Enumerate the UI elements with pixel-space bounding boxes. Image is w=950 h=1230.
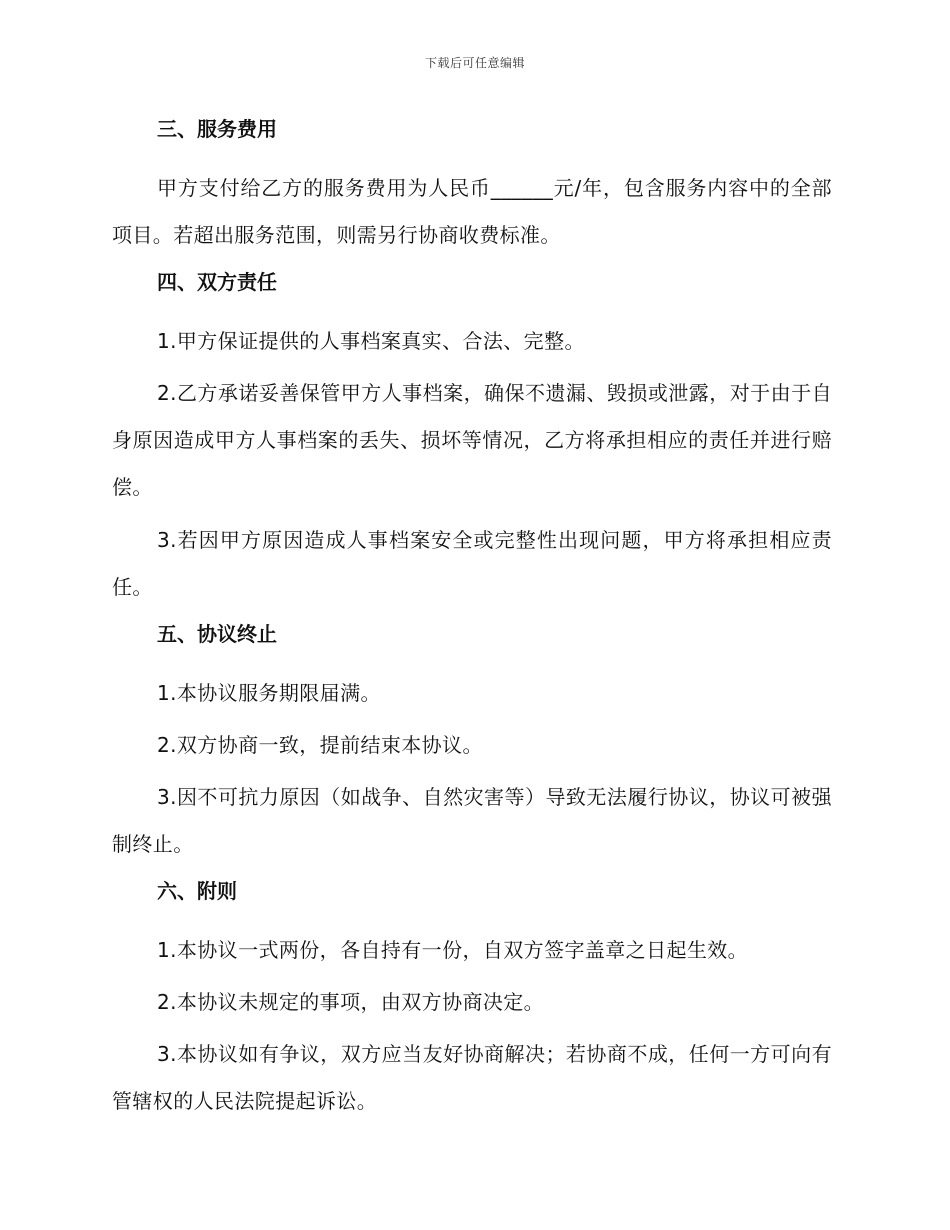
section-heading-termination: 五、协议终止: [157, 622, 277, 646]
paragraph-appendix-3: 3.本协议如有争议，双方应当友好协商解决；若协商不成，任何一方可向有管辖权的人民法院提起诉讼。: [112, 1042, 832, 1113]
header-note: 下载后可任意编辑: [424, 56, 525, 70]
paragraph-termination-1: 1.本协议服务期限届满。: [157, 681, 381, 705]
paragraph-responsibility-2: 2.乙方承诺妥善保管甲方人事档案，确保不遗漏、毁损或泄露，对于由于自身原因造成甲方人事档案的丢失、损坏等情况，乙方将承担相应的责任并进行赔偿。: [112, 381, 832, 499]
paragraph-responsibility-1: 1.甲方保证提供的人事档案真实、合法、完整。: [157, 329, 585, 353]
document-body: [112, 112, 832, 1131]
paragraph-appendix-1: 1.本协议一式两份，各自持有一份，自双方签字盖章之日起生效。: [157, 938, 749, 962]
section-heading-appendix: 六、附则: [157, 879, 237, 903]
paragraph-fee: 甲方支付给乙方的服务费用为人民币______元/年，包含服务内容中的全部项目。若超出服务范围，则需另行协商收费标准。: [112, 176, 832, 247]
section-heading-responsibility: 四、双方责任: [157, 270, 277, 294]
section-termination: [112, 617, 832, 868]
section-appendix: [112, 874, 832, 1125]
paragraph-termination-2: 2.双方协商一致，提前结束本协议。: [157, 733, 483, 757]
paragraph-termination-3: 3.因不可抗力原因（如战争、自然灾害等）导致无法履行协议，协议可被强制终止。: [112, 785, 832, 856]
section-heading-fee: 三、服务费用: [157, 117, 277, 141]
paragraph-responsibility-3: 3.若因甲方原因造成人事档案安全或完整性出现问题，甲方将承担相应责任。: [112, 528, 832, 599]
paragraph-appendix-2: 2.本协议未规定的事项，由双方协商决定。: [157, 990, 545, 1014]
section-fee: [112, 112, 832, 259]
section-responsibility: [112, 265, 832, 611]
